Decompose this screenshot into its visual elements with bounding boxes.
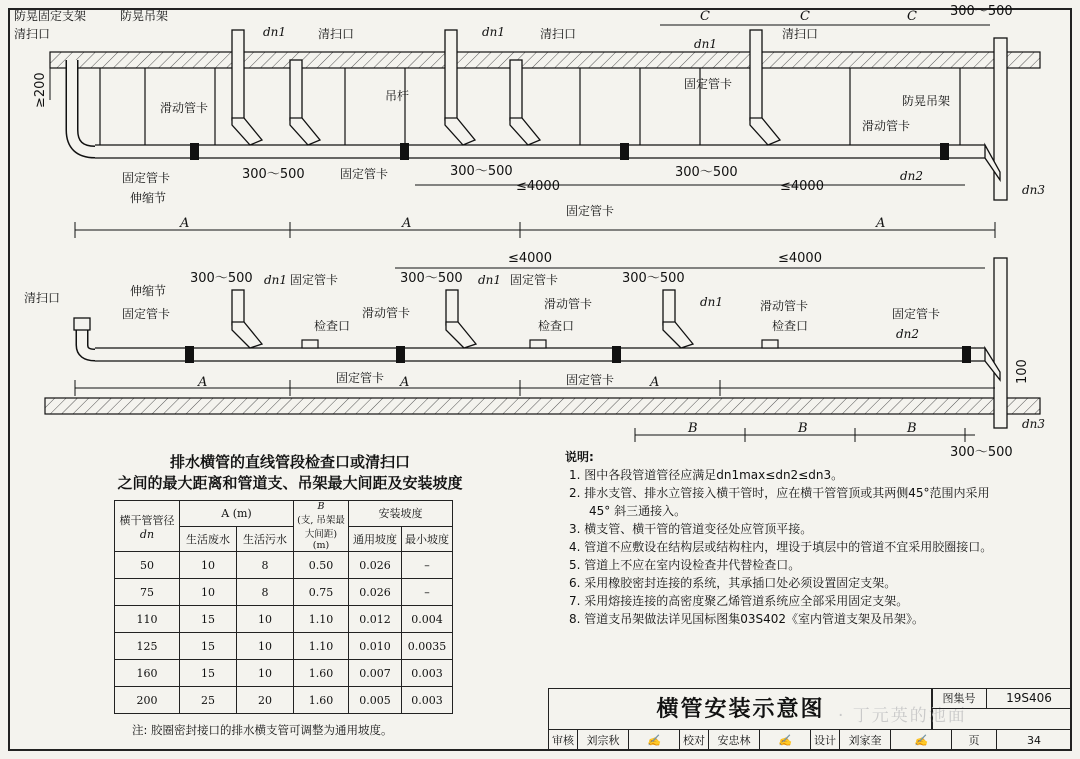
check-label: 校对 — [680, 730, 709, 750]
svg-text:固定管卡: 固定管卡 — [566, 204, 615, 218]
table-cell: 15 — [180, 660, 237, 687]
svg-text:固定管卡: 固定管卡 — [566, 373, 615, 387]
design-label: 设计 — [811, 730, 840, 750]
floor-slab — [45, 398, 1040, 414]
table-cell: 0.50 — [294, 552, 349, 579]
table-row — [115, 660, 453, 687]
table-cell: 10 — [237, 660, 294, 687]
note-item: 8. 管道支吊架做法详见国标图集03S402《室内管道支架及吊架》。 — [569, 612, 925, 626]
svg-text:300～500: 300～500 — [242, 167, 305, 182]
note-item: 4. 管道不应敷设在结构层或结构柱内，埋设于填层中的管道不宜采用胶圈接口。 — [569, 540, 993, 554]
top-labels — [14, 4, 1045, 231]
notes-heading: 说明: — [565, 450, 594, 464]
table-cell: 160 — [115, 660, 180, 687]
table-cell: 25 — [180, 687, 237, 714]
note-item: 1. 图中各段管道管径应满足dn1max≤dn2≤dn3。 — [569, 468, 844, 482]
svg-text:A: A — [198, 375, 208, 390]
page-number: 34 — [1027, 733, 1041, 747]
table-title-line2: 之间的最大距离和管道支、吊架最大间距及安装坡度 — [117, 474, 463, 492]
svg-text:A: A — [402, 216, 412, 231]
signature-row — [548, 729, 1072, 751]
table-cell: 10 — [180, 552, 237, 579]
svg-text:固定管卡: 固定管卡 — [336, 371, 385, 385]
checker-signature: ✍ — [760, 730, 811, 750]
table-cell: 0.75 — [294, 579, 349, 606]
svg-text:滑动管卡: 滑动管卡 — [544, 297, 593, 311]
table-cell: – — [402, 579, 453, 606]
svg-text:B: B — [798, 421, 808, 436]
svg-text:dn2: dn2 — [900, 169, 924, 183]
header-A-sewage: 生活污水 — [237, 526, 294, 552]
table-cell: 0.004 — [402, 606, 453, 633]
table-cell: 75 — [115, 579, 180, 606]
table-cell: 0.012 — [349, 606, 402, 633]
drawing-title: 横管安装示意图 — [548, 688, 933, 730]
table-cell: 125 — [115, 633, 180, 660]
table-cell: 0.003 — [402, 687, 453, 714]
svg-text:检查口: 检查口 — [314, 319, 351, 333]
svg-text:A: A — [876, 216, 886, 231]
svg-text:固定管卡: 固定管卡 — [290, 273, 339, 287]
spacing-table-block — [80, 452, 500, 738]
note-item: 3. 横支管、横干管的管道变径处应管顶平接。 — [569, 522, 813, 536]
reviewer-signature: ✍ — [629, 730, 680, 750]
atlas-label: 图集号 — [931, 688, 987, 709]
svg-text:B: B — [688, 421, 698, 436]
table-cell: 50 — [115, 552, 180, 579]
svg-text:300～500: 300～500 — [622, 271, 685, 286]
table-cell: 1.60 — [294, 687, 349, 714]
table-cell: 0.010 — [349, 633, 402, 660]
note-item: 7. 采用熔接连接的高密度聚乙烯管道系统应全部采用固定支架。 — [569, 594, 909, 608]
svg-text:dn3: dn3 — [1022, 183, 1046, 197]
header-A: A (m) — [180, 501, 294, 527]
svg-text:固定管卡: 固定管卡 — [684, 77, 733, 91]
svg-text:dn1: dn1 — [694, 37, 718, 51]
table-cell: 10 — [180, 579, 237, 606]
svg-text:伸缩节: 伸缩节 — [130, 191, 167, 205]
note-item: 5. 管道上不应在室内设检查井代替检查口。 — [569, 558, 801, 572]
svg-text:dn3: dn3 — [1022, 417, 1046, 431]
svg-text:C: C — [800, 9, 810, 24]
watermark: · 丁元英的池面 — [838, 706, 967, 726]
svg-text:A: A — [650, 375, 660, 390]
svg-text:C: C — [907, 9, 917, 24]
svg-text:A: A — [180, 216, 190, 231]
svg-text:300～500: 300～500 — [400, 271, 463, 286]
table-cell: 1.10 — [294, 606, 349, 633]
svg-text:固定管卡: 固定管卡 — [892, 307, 941, 321]
svg-text:300～500: 300～500 — [190, 271, 253, 286]
svg-text:防晃吊架: 防晃吊架 — [902, 94, 951, 108]
svg-text:检查口: 检查口 — [538, 319, 575, 333]
svg-text:≤4000: ≤4000 — [780, 179, 824, 194]
table-cell: 0.007 — [349, 660, 402, 687]
svg-text:防晃吊架: 防晃吊架 — [120, 9, 169, 23]
svg-text:dn1: dn1 — [700, 295, 724, 309]
designer-name: 刘家奎 — [840, 730, 891, 750]
svg-text:检查口: 检查口 — [772, 319, 809, 333]
svg-text:≥200: ≥200 — [33, 72, 48, 108]
table-cell: 20 — [237, 687, 294, 714]
svg-text:B: B — [907, 421, 917, 436]
svg-text:≤4000: ≤4000 — [778, 251, 822, 266]
table-cell: 10 — [237, 633, 294, 660]
header-slope: 安装坡度 — [349, 501, 453, 527]
review-label: 审核 — [549, 730, 578, 750]
svg-text:dn1: dn1 — [478, 273, 502, 287]
table-cell: 1.10 — [294, 633, 349, 660]
svg-text:dn1: dn1 — [264, 273, 288, 287]
atlas-number: 19S406 — [986, 688, 1072, 709]
designer-signature: ✍ — [891, 730, 952, 750]
svg-text:300～500: 300～500 — [450, 164, 513, 179]
svg-text:固定管卡: 固定管卡 — [340, 167, 389, 181]
svg-text:滑动管卡: 滑动管卡 — [760, 299, 809, 313]
svg-text:清扫口: 清扫口 — [318, 27, 355, 41]
svg-text:300～500: 300～500 — [950, 4, 1013, 19]
svg-text:dn1: dn1 — [263, 25, 287, 39]
table-cell: 110 — [115, 606, 180, 633]
header-slope-general: 通用坡度 — [349, 526, 402, 552]
svg-text:固定管卡: 固定管卡 — [510, 273, 559, 287]
table-row — [115, 606, 453, 633]
svg-text:A: A — [400, 375, 410, 390]
note-item: 2. 排水支管、排水立管接入横干管时，应在横干管管顶或其两侧45°范围内采用45° 斜三通接入。 — [569, 486, 990, 518]
header-slope-min: 最小坡度 — [402, 526, 453, 552]
table-cell: 200 — [115, 687, 180, 714]
table-cell: 0.026 — [349, 579, 402, 606]
notes-block — [565, 448, 1005, 628]
svg-text:300～500: 300～500 — [950, 445, 1013, 460]
table-cell: 1.60 — [294, 660, 349, 687]
svg-text:dn1: dn1 — [482, 25, 506, 39]
table-row — [115, 552, 453, 579]
bottom-dimension-lines — [75, 268, 995, 442]
svg-text:滑动管卡: 滑动管卡 — [362, 306, 411, 320]
bottom-branch-risers — [232, 290, 693, 348]
svg-text:清扫口: 清扫口 — [782, 27, 819, 41]
table-note: 注: 胶圈密封接口的排水横支管可调整为通用坡度。 — [132, 723, 393, 737]
table-cell: 0.003 — [402, 660, 453, 687]
table-cell: 10 — [237, 606, 294, 633]
spacing-table — [114, 500, 453, 714]
table-cell: 8 — [237, 552, 294, 579]
svg-text:100: 100 — [1015, 359, 1030, 384]
table-row — [115, 579, 453, 606]
table-cell: 15 — [180, 606, 237, 633]
header-dn: 横干管管径 dn — [115, 501, 180, 552]
svg-text:伸缩节: 伸缩节 — [130, 284, 167, 298]
table-cell: 8 — [237, 579, 294, 606]
atlas-blank-cell — [931, 708, 1072, 730]
svg-text:清扫口: 清扫口 — [540, 27, 577, 41]
table-cell: 0.026 — [349, 552, 402, 579]
table-title-line1: 排水横管的直线管段检查口或清扫口 — [169, 453, 410, 471]
svg-text:滑动管卡: 滑动管卡 — [160, 101, 209, 115]
svg-text:吊杆: 吊杆 — [385, 89, 410, 103]
svg-text:滑动管卡: 滑动管卡 — [862, 119, 911, 133]
header-B: B (支, 吊架最大间距) (m) — [294, 501, 349, 552]
svg-text:≤4000: ≤4000 — [516, 179, 560, 194]
checker-name: 安忠林 — [709, 730, 760, 750]
table-cell: 0.005 — [349, 687, 402, 714]
svg-text:300～500: 300～500 — [675, 165, 738, 180]
ceiling-slab — [50, 52, 1040, 68]
svg-text:dn2: dn2 — [896, 327, 920, 341]
title-block — [548, 688, 1072, 751]
bottom-labels — [24, 251, 1045, 460]
page-label: 页 — [952, 730, 997, 750]
svg-text:≤4000: ≤4000 — [508, 251, 552, 266]
table-cell: 15 — [180, 633, 237, 660]
svg-text:防晃固定支架: 防晃固定支架 — [14, 9, 87, 23]
reviewer-name: 刘宗秋 — [578, 730, 629, 750]
bottom-inspection-ports — [302, 340, 778, 348]
table-row — [115, 633, 453, 660]
svg-text:清扫口: 清扫口 — [24, 291, 61, 305]
svg-text:清扫口: 清扫口 — [14, 27, 51, 41]
table-cell: – — [402, 552, 453, 579]
table-cell: 0.0035 — [402, 633, 453, 660]
svg-text:C: C — [700, 9, 710, 24]
header-A-waste: 生活废水 — [180, 526, 237, 552]
svg-text:固定管卡: 固定管卡 — [122, 307, 171, 321]
note-item: 6. 采用橡胶密封连接的系统，其承插口处必须设置固定支架。 — [569, 576, 897, 590]
table-row — [115, 687, 453, 714]
svg-text:固定管卡: 固定管卡 — [122, 171, 171, 185]
